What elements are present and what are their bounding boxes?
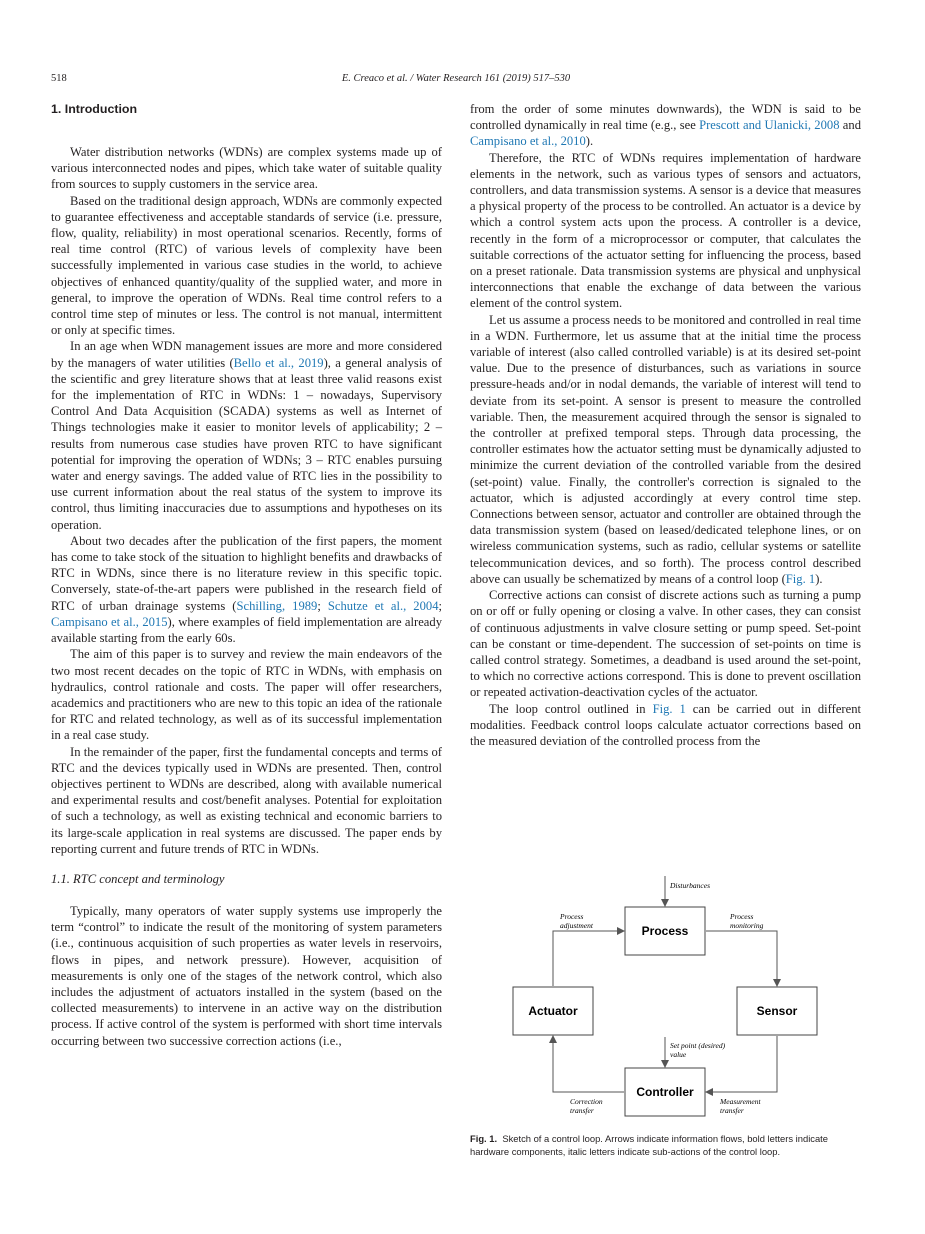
running-title: E. Creaco et al. / Water Research 161 (2019) 517–530 [341, 73, 571, 84]
citation-link[interactable]: Prescott and Ulanicki, 2008 [699, 118, 840, 133]
paragraph: In the remainder of the paper, first the fundamental concepts and terms of RTC and the devices typically used in WDNs are presented. Then, control objectives pertinent to WDNs are described, along with available numerical and experimental results and cost/benefit analyses. Potential for exploitation of such a technology, as well as existing technical and economic barriers to its large-scale application in real systems are discussed. The paper ends by reporting current and future trends of RTC in WDNs. [51, 744, 442, 856]
controller-label: Controller [636, 1085, 694, 1099]
correction-transfer-label: transfer [570, 1106, 594, 1115]
set-point-label: Set point (desired) [670, 1041, 726, 1050]
figure-link[interactable]: Fig. 1 [785, 571, 816, 586]
subsection-heading: 1.1. RTC concept and terminology [51, 871, 225, 886]
paragraph: Typically, many operators of water supply systems use improperly the term “control” to indicate the result of the monitoring of system parameters (i.e., continuous acquisition of such properties as water levels in reservoirs, flows in pipes, and network pressure). However, acquisition of measurements is only one of the stages of the network control, which also includes the adjustment of actuators installed in the system (based on the collected measurements) to intervene in an active way on the distribution process. If active control of the system is performed with short time intervals occurring between two successive correction actions (i.e., [51, 903, 442, 1048]
citation-link[interactable]: Schutze et al., 2004 [327, 598, 439, 613]
paragraph: The aim of this paper is to survey and review the main endeavors of the two most recent decades on the topic of RTC in WDNs, with emphasis on hydraulics, control rationale and costs. The paper will offer researchers, academics and practitioners who are new to this topic an idea of the rationale for RTC and related technology, as well as of its successful implementation in a real case study. [51, 647, 442, 743]
correction-transfer-label: Correction [570, 1097, 603, 1106]
actuator-label: Actuator [528, 1004, 578, 1018]
process-label: Process [641, 924, 689, 938]
citation-link[interactable]: Schilling, 1989 [236, 598, 318, 613]
control-loop-figure [470, 870, 861, 1160]
paragraph: The loop control outlined in Fig. 1 can be carried out in different modalities. Feedback control loops calculate actuator corrections based on the measured deviation of the controlled process from the [470, 701, 862, 748]
sensor-label: Sensor [756, 1004, 798, 1018]
set-point-label: value [670, 1050, 687, 1059]
process-monitoring-label: Process [730, 912, 754, 921]
citation-link[interactable]: Campisano et al., 2015 [51, 614, 168, 629]
citation-link[interactable]: Campisano et al., 2010 [470, 134, 586, 149]
process-monitoring-label: monitoring [730, 921, 764, 930]
paragraph: About two decades after the publication of the first papers, the moment has come to take stock of the situation to highlight benefits and drawbacks of RTC in WDNs, since there is no literature review in this specific topic. Conversely, state-of-the-art papers were published in the research field of RTC of urban drainage systems (Schilling, 1989; Schutze et al., 2004; Campisano et al., 2015), where examples of field implementation are already available starting from the early 60s. [51, 533, 442, 646]
disturbances-label: Disturbances [670, 881, 710, 890]
adjustment-arrow [553, 931, 624, 986]
right-column [470, 101, 861, 749]
paragraph: Therefore, the RTC of WDNs requires implementation of hardware elements in the network, such as various types of sensors and actuators, controllers, and data transmission systems. A sensor is a device that measures a physical property of the process to be controlled. An actuator is a device by which a control system acts upon the process. A controller is a device, recently in the form of a microprocessor or computer, that calculates the suitable corrections of the actuator setting for influencing the process, based on a preset rationale. Data transmission systems are physical and unphysical interconnections that enable the exchange of data between the various element of the control system. [470, 150, 861, 311]
paragraph: Let us assume a process needs to be monitored and controlled in real time in a WDN. Furthermore, let us assume that at the initial time the process variable of interest (also called controlled variable) is at its desired set-point value. Due to the presence of disturbances, such as variations in source pressure-heads and/or in nodal demands, the variable of interest will tend to deviate from its set-point. A sensor is present to measure the controlled variable. Then, the measurement acquired through the sensor is signaled to the controller at prefixed temporal steps. Through data processing, the controller estimates how the actuator setting must be dynamically adjusted to minimize the current deviation of the controlled variable from the desired (set-point) value. Finally, the controller's correction is signaled to the actuator, which is adjusted accordingly at every control time step. Connections between sensor, actuator and controller are obtained through the data transmission system (based on leased/dedicated telephone lines, or on wireless communication systems, such as radio, cellular systems or satellite telecommunication devices, and so forth). The process control described above can usually be schematized by means of a control loop (Fig. 1). [470, 312, 861, 586]
paragraph: In an age when WDN management issues are more and more considered by the managers of water utilities (Bello et al., 2019), a general analysis of the scientific and grey literature shows that at least three valid reasons exist for the implementation of RTC in WDNs: 1 – nowadays, Supervisory Control And Data Acquisition (SCADA) systems as well as Internet of Things technologies make it easier to monitor levels of applicability; 2 – results from numerous case studies have proven RTC to have significant potential for improving the operation of WDNs; 3 – RTC enables pursuing water and energy savings. The added value of RTC lies in the possibility to use current information about the real status of the system to improve its control, thus limiting inaccuracies due to assumptions and hypotheses on its operation. [51, 339, 442, 532]
left-column [51, 101, 442, 1049]
page-number: 518 [51, 73, 67, 84]
paragraph: from the order of some minutes downwards), the WDN is said to be controlled dynamically in real time (e.g., see Prescott and Ulanicki, 2008 and Campisano et al., 2010). [470, 102, 861, 149]
caption-label: Fig. 1. [470, 1133, 498, 1144]
measurement-transfer-label: transfer [720, 1106, 744, 1115]
paragraph: Corrective actions can consist of discrete actions such as turning a pump on or off or fully opening or closing a valve. In other cases, they can consist of continuous adjustments in valve closure setting or pump speed. Set-point can be constant or time-dependent. The succession of set-points on time is called control strategy. Sometimes, a deadband is used around the set-point, to which no corrective actions correspond. This is done to prevent oscillation or repeated activation-deactivation cycles of the actuator. [470, 588, 861, 700]
citation-link[interactable]: Bello et al., 2019 [233, 355, 324, 370]
control-loop-diagram [470, 870, 861, 1130]
caption-text: Sketch of a control loop. Arrows indicate information flows, bold letters indicate hardware components, italic letters indicate sub-actions of the control loop. [470, 1133, 828, 1157]
paragraph: Water distribution networks (WDNs) are complex systems made up of various interconnected nodes and pipes, which take water of suitable quality from sources to supply customers in the service area. [51, 145, 442, 192]
measurement-transfer-label: Measurement [720, 1097, 761, 1106]
process-adjustment-label: Process [560, 912, 584, 921]
correction-arrow [553, 1036, 624, 1092]
monitoring-arrow [706, 931, 777, 986]
paragraph: Based on the traditional design approach, WDNs are commonly expected to guarantee effectiveness and acceptable standards of service (i.e. pressure, flow, quality, reliability) in most operational scenarios. Recently, forms of real time control (RTC) of various levels of complexity have been successfully implemented in various case studies in the world, to achieve objectives of enhanced quantity/quality of the supplied water, and more in general, to improve the operation of WDNs. Real time control refers to a control time step of minutes or less. The control is not manual, intermittent or only at specific times. [51, 193, 442, 338]
figure-link[interactable]: Fig. 1 [652, 701, 686, 716]
figure-caption [470, 1132, 861, 1158]
process-adjustment-label: adjustment [560, 921, 593, 930]
section-heading: 1. Introduction [51, 102, 138, 116]
